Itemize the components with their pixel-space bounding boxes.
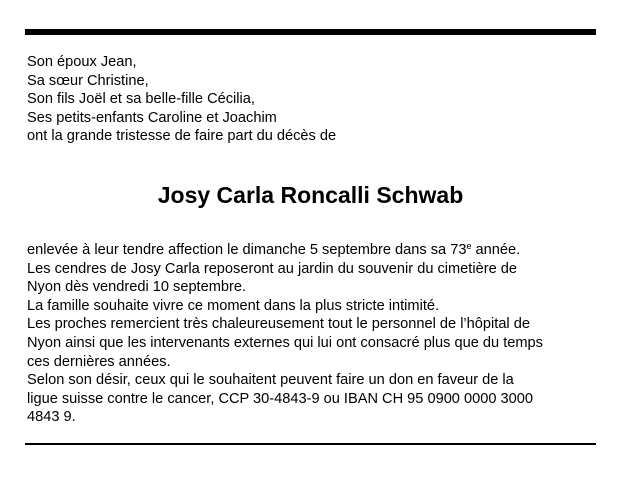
top-rule [25, 29, 596, 35]
deceased-name: Josy Carla Roncalli Schwab [157, 182, 464, 208]
body-line: ligue suisse contre le cancer, CCP 30-4843-9 ou IBAN CH 95 0900 0000 3000 [27, 390, 533, 407]
family-line-son: Son fils Joël et sa belle-fille Cécilia, [27, 91, 255, 108]
family-announcement [27, 53, 587, 146]
family-line-announcement: ont la grande tristesse de faire part du décès de [27, 128, 337, 145]
ordinal-superscript: e [466, 241, 472, 251]
body-line: Les proches remercient très chaleureusement tout le personnel de l’hôpital de [27, 316, 530, 333]
age-sentence-end: année. [471, 242, 521, 258]
body-line: Selon son désir, ceux qui le souhaitent peuvent faire un don en faveur de la [27, 372, 514, 389]
family-line-grandchildren: Ses petits-enfants Caroline et Joachim [27, 109, 277, 126]
family-line-spouse: Son époux Jean, [27, 54, 137, 70]
obituary-body [27, 241, 592, 427]
age-sentence [27, 241, 592, 260]
body-line: ces dernières années. [27, 353, 171, 370]
body-line: Les cendres de Josy Carla reposeront au jardin du souvenir du cimetière de [27, 260, 517, 277]
age-sentence-start: enlevée à leur tendre affection le dimanche 5 septembre dans sa 73 [27, 242, 467, 258]
body-line: Nyon ainsi que les intervenants externes qui lui ont consacré plus que du temps [27, 334, 543, 351]
body-line: Nyon dès vendredi 10 septembre. [27, 279, 247, 296]
body-line: La famille souhaite vivre ce moment dans la plus stricte intimité. [27, 297, 440, 314]
bottom-rule [25, 443, 596, 445]
body-line: 4843 9. [27, 409, 76, 426]
family-line-sister: Sa sœur Christine, [27, 72, 149, 89]
